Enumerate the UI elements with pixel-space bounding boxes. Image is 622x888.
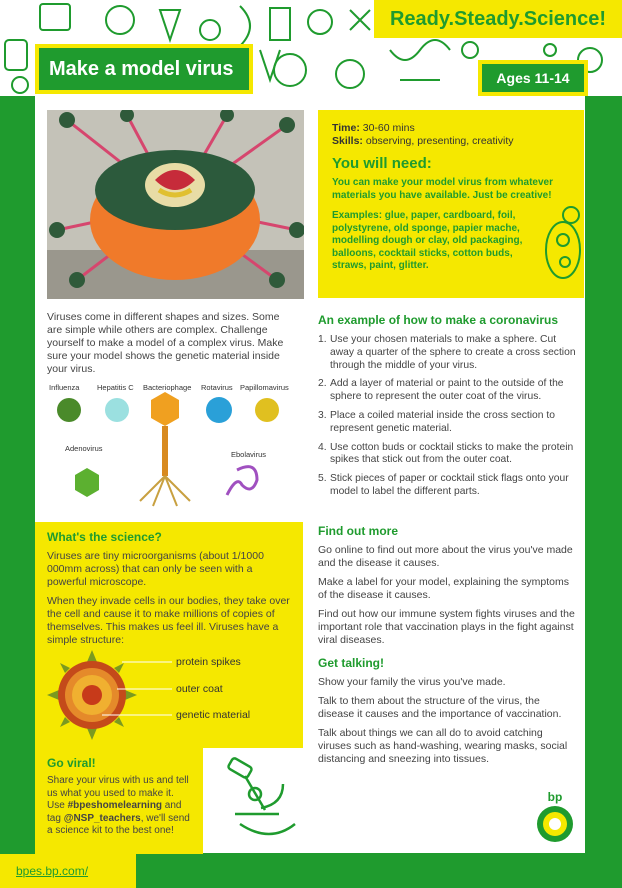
microscope-icon: [215, 754, 305, 844]
you-will-need-heading: You will need:: [332, 155, 432, 172]
model-virus-illustration: [47, 110, 304, 299]
find-out-para: Make a label for your model, explaining the symptoms of the disease it causes.: [318, 576, 569, 601]
footer-bar: [0, 854, 136, 888]
step-item: 3. Place a coiled material inside the cross section to represent genetic material.: [318, 409, 555, 434]
step-item: 5. Stick pieces of paper or cocktail stick flags onto your model to label the different parts.: [318, 473, 569, 497]
go-viral-text: Share your virus with us and tell us what you used to make it. Use #bpeshomelearning and tag @NSP_teachers, we'll send a science kit to the best one!: [47, 775, 190, 836]
get-talking-section: [318, 656, 576, 772]
label-genetic-material: genetic material: [176, 709, 251, 721]
skills-label: Skills:: [332, 135, 363, 147]
bp-logo: [530, 790, 580, 849]
science-box: [35, 522, 303, 748]
virus-label-rotavirus: Rotavirus: [201, 383, 233, 392]
brand-banner: Ready.Steady.Science!: [374, 0, 622, 38]
footer-link[interactable]: bpes.bp.com/: [16, 864, 89, 878]
virus-label-influenza: Influenza: [49, 383, 80, 392]
time-value: 30-60 mins: [362, 122, 415, 134]
go-viral-heading: Go viral!: [47, 756, 96, 770]
page-title: Make a model virus: [39, 48, 249, 90]
coronavirus-example-section: [318, 313, 576, 505]
time-label: Time:: [332, 122, 360, 134]
virus-label-bacteriophage: Bacteriophage: [143, 383, 192, 392]
label-protein-spikes: protein spikes: [176, 656, 241, 668]
talking-para: Talk about things we can all do to avoid catching viruses such as hand-washing, wearing masks, social distancing and sneezing into tissues.: [318, 727, 568, 765]
page-title-box: [35, 44, 253, 94]
virus-label-papillomavirus: Papillomavirus: [240, 383, 289, 392]
virus-doodle-icon: [543, 200, 583, 290]
get-talking-heading: Get talking!: [318, 656, 385, 670]
talking-para: Show your family the virus you've made.: [318, 676, 506, 688]
talking-para: Talk to them about the structure of the virus, the disease it causes and the importance of vaccination.: [318, 695, 562, 720]
science-para-1: Viruses are tiny microorganisms (about 1/1000 000mm across) that can only be seen with a powerful microscope.: [47, 550, 264, 588]
helios-icon: [535, 804, 575, 844]
steps-list: [318, 334, 576, 499]
find-out-heading: Find out more: [318, 524, 398, 538]
science-para-2: When they invade cells in our bodies, they take over the cell and cause it to make millions of copies of themselves. This makes us feel ill. Viruses have a simple structure:: [47, 595, 290, 646]
intro-text: Viruses come in different shapes and sizes. Some are simple while others are complex. Challenge yourself to make a model of a complex virus. Make sure your model shows the genetic material inside your virus.: [47, 311, 284, 375]
twitter-handle: @NSP_teachers: [63, 812, 141, 824]
find-out-para: Find out how our immune system fights viruses and the important role that vaccination plays in the fight against viral diseases.: [318, 608, 575, 646]
step-item: 2. Add a layer of material or paint to the outside of the sphere to represent the outer coat of the virus.: [318, 378, 564, 403]
example-heading: An example of how to make a coronavirus: [318, 313, 559, 327]
find-out-more-section: [318, 524, 576, 653]
skills-line: [332, 135, 570, 148]
virus-label-adenovirus: Adenovirus: [65, 444, 103, 453]
you-will-need-box: [318, 110, 584, 298]
virus-label-hepatitis-c: Hepatitis C: [97, 383, 134, 392]
model-virus-photo: [47, 110, 304, 299]
skills-value: observing, presenting, creativity: [365, 135, 514, 147]
step-item: 1. Use your chosen materials to make a sphere. Cut away a quarter of the sphere to create a cross section through the middle of your virus.: [318, 334, 576, 371]
ages-badge-box: [478, 60, 588, 96]
virus-structure-illustration: [47, 650, 197, 740]
time-line: [332, 122, 570, 135]
virus-label-ebolavirus: Ebolavirus: [231, 450, 267, 459]
step-item: 4. Use cotton buds or cocktail sticks to make the protein spikes that stick out from the outer coat.: [318, 441, 574, 466]
hashtag: #bpeshomelearning: [67, 800, 163, 811]
materials-intro: You can make your model virus from whatever materials you have available. Just be creative!: [332, 177, 553, 201]
go-viral-box: [35, 748, 203, 854]
materials-examples: Examples: glue, paper, cardboard, foil, polystyrene, old sponge, papier mache, modelling dough or clay, old packaging, balloons, cocktail sticks, cotton buds, straws, paint, glitter.: [332, 210, 523, 271]
bp-logo-text: bp: [547, 790, 563, 804]
science-heading: What's the science?: [47, 530, 162, 544]
label-outer-coat: outer coat: [176, 683, 223, 695]
find-out-para: Go online to find out more about the virus you've made and the disease it causes.: [318, 544, 573, 569]
ages-badge: Ages 11-14: [482, 64, 584, 92]
virus-types-figure: [47, 380, 302, 520]
